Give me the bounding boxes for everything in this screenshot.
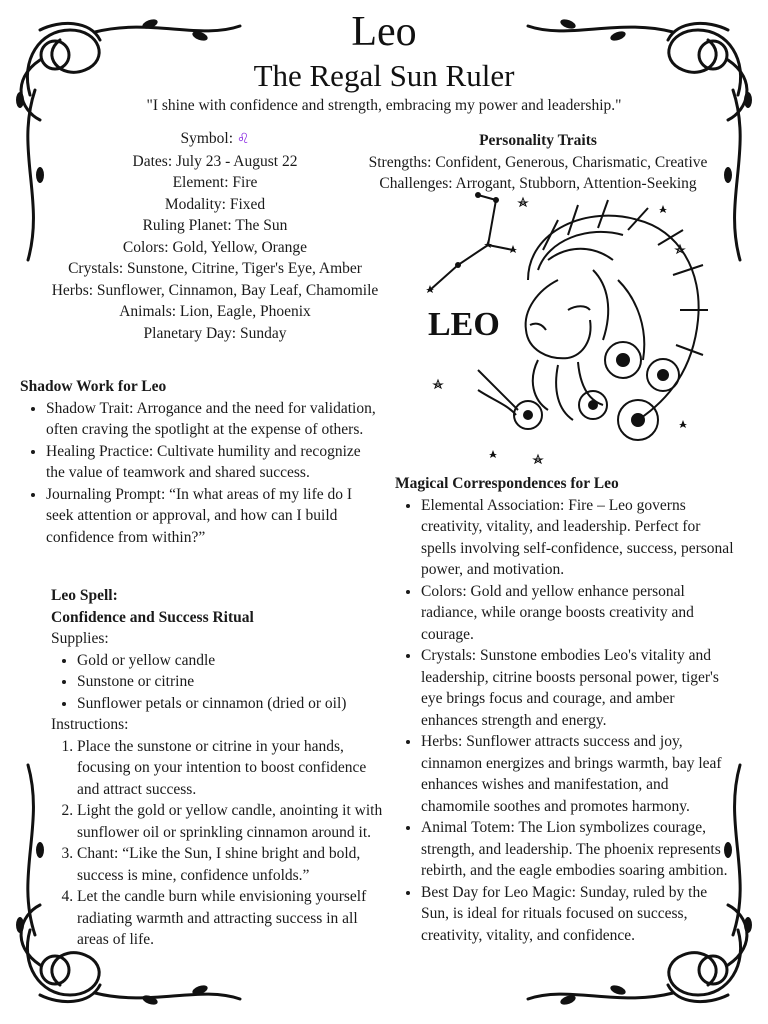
list-item: • Crystals: Sunstone embodies Leo's vitality and leadership, citrine boosts personal power, tiger's eye brings focus and courage, and amber enhances strength and energy. xyxy=(421,645,735,731)
list-item: 1. Place the sunstone or citrine in your hands, focusing on your intention to boost confidence and attract success. xyxy=(77,736,383,801)
list-item: • Colors: Gold and yellow enhance personal radiance, while orange boosts creativity and courage. xyxy=(421,581,735,646)
list-item: • Herbs: Sunflower attracts success and joy, cinnamon energizes and brings warmth, bay leaf enhances wishes and manifestation, and chamomile soothes and promotes harmony. xyxy=(421,731,735,817)
fact-symbol: Symbol: ♌ xyxy=(180,130,250,147)
star-icon xyxy=(659,205,667,213)
list-item: • Sunflower petals or cinnamon (dried or oil) xyxy=(77,693,383,715)
shadow-list xyxy=(20,398,382,549)
supplies-label: Supplies: xyxy=(51,630,109,647)
fact-modality: Modality: Fixed xyxy=(164,195,266,213)
lion-head-icon xyxy=(526,200,708,420)
spell-section xyxy=(51,585,383,951)
star-outline-icon xyxy=(534,455,542,463)
fact-colors: Colors: Gold, Yellow, Orange xyxy=(122,238,308,256)
fact-ruling-planet: Ruling Planet: The Sun xyxy=(142,217,288,234)
fact-planetary-day: Planetary Day: Sunday xyxy=(143,324,287,342)
magical-correspondences-section xyxy=(395,473,735,946)
list-item: 2. Light the gold or yellow candle, anointing it with sunflower oil or sprinkling cinnamon around it. xyxy=(77,800,383,843)
affirmation-quote: "I shine with confidence and strength, embracing my power and leadership." xyxy=(146,97,622,114)
fact-element: Element: Fire xyxy=(172,174,258,191)
fact-dates: Dates: July 23 - August 22 xyxy=(132,152,298,170)
supplies-list xyxy=(51,650,383,715)
star-icon xyxy=(489,450,497,458)
traits-strengths: Strengths: Confident, Generous, Charismatic, Creative xyxy=(368,153,708,171)
shadow-work-section xyxy=(20,376,382,548)
spell-heading: Leo Spell: xyxy=(51,587,118,604)
traits-challenges: Challenges: Arrogant, Stubborn, Attention-Seeking xyxy=(379,175,697,192)
personality-traits xyxy=(338,130,738,195)
list-item: • Elemental Association: Fire – Leo governs creativity, vitality, and leadership. Perfect for spells involving self-confidence, success, personal power, and motivation. xyxy=(421,495,735,581)
list-item: • Journaling Prompt: “In what areas of my life do I seek attention or approval, and how can I build confidence from within?” xyxy=(46,484,382,549)
fact-crystals: Crystals: Sunstone, Citrine, Tiger's Eye, Amber xyxy=(68,260,362,277)
list-item: • Best Day for Leo Magic: Sunday, ruled by the Sun, is ideal for rituals focused on success, creativity, vitality, and confidence. xyxy=(421,882,735,947)
shadow-heading: Shadow Work for Leo xyxy=(20,378,167,395)
list-item: • Sunstone or citrine xyxy=(77,671,383,693)
magic-list xyxy=(395,495,735,947)
list-item: • Healing Practice: Cultivate humility and recognize the value of teamwork and shared success. xyxy=(46,441,382,484)
lion-illustration xyxy=(418,190,718,470)
star-outline-icon xyxy=(519,198,527,206)
list-item: • Shadow Trait: Arrogance and the need for validation, often craving the spotlight at the expense of others. xyxy=(46,398,382,441)
fact-herbs: Herbs: Sunflower, Cinnamon, Bay Leaf, Chamomile xyxy=(51,281,379,299)
star-icon xyxy=(509,245,517,253)
leo-symbol-icon: ♌ xyxy=(236,131,250,147)
spell-title: Confidence and Success Ritual xyxy=(51,608,254,626)
list-item: • Gold or yellow candle xyxy=(77,650,383,672)
flower-cluster-icon xyxy=(478,342,679,440)
page-title: Leo xyxy=(351,9,417,55)
page-subtitle: The Regal Sun Ruler xyxy=(253,58,515,93)
list-item: 4. Let the candle burn while envisioning yourself radiating warmth and attracting success in all areas of life. xyxy=(77,886,383,951)
star-outline-icon xyxy=(676,245,684,253)
list-item: • Animal Totem: The Lion symbolizes courage, strength, and leadership. The phoenix represents rebirth, and the eagle embodies soaring ambition. xyxy=(421,817,735,882)
leo-label: LEO xyxy=(428,306,500,343)
instructions-list xyxy=(51,736,383,951)
star-outline-icon xyxy=(434,380,442,388)
leo-constellation-icon xyxy=(430,195,513,290)
list-item: 3. Chant: “Like the Sun, I shine bright and bold, success is mine, confidence unfolds.” xyxy=(77,843,383,886)
star-icon xyxy=(679,420,687,428)
fact-animals: Animals: Lion, Eagle, Phoenix xyxy=(119,303,311,320)
instructions-label: Instructions: xyxy=(51,716,129,733)
traits-heading: Personality Traits xyxy=(479,132,597,149)
magic-heading: Magical Correspondences for Leo xyxy=(395,475,619,492)
